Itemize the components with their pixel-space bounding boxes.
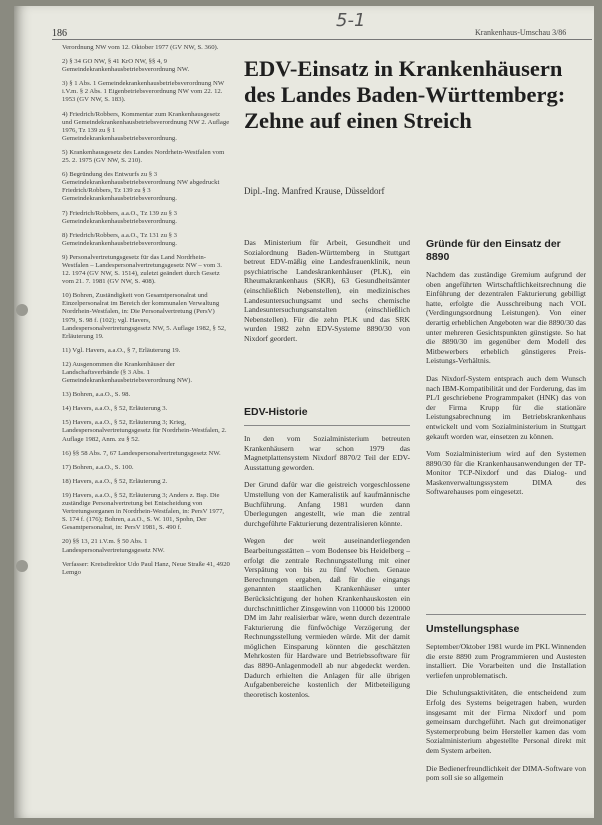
footnote: 4) Friedrich/Robbers, Kommentar zum Krankenhausgesetz und Gemeindekrankenhausbetriebsverordnung NW 2. Auflage 1976, Tz 139 zu § 1 Gemeindekrankenhausbetriebsverordnung.: [62, 110, 230, 142]
document-page: [14, 6, 594, 818]
footnote: 13) Bohren, a.a.O., S. 98.: [62, 391, 131, 399]
footnote: 9) Personalvertretungsgesetz für das Land Nordrhein-Westfalen – Landespersonalvertretungsgesetz NW – vom 3. 12. 1974 (GV NW, S. 1514), zuletzt geändert durch Gesetz vom 21. 7. 1981 (GV NW, S. 408).: [62, 253, 222, 286]
footnote: 20) §§ 13, 21 i.V.m. § 50 Abs. 1 Landespersonalvertretungsgesetz NW.: [62, 538, 165, 554]
history-column: [244, 406, 410, 707]
running-head: Krankenhaus-Umschau 3/86: [475, 28, 567, 37]
author-address: Verfasser: Kreisdirektor Udo Paul Hanz, Neue Straße 41, 4920 Lemgo: [62, 560, 230, 576]
footnote: 12) Ausgenommen die Krankenhäuser der Landschaftsverbände (§ 3 Abs. 1 Gemeindekrankenhausbetriebsverordnung NW).: [62, 360, 192, 385]
footnote: 6) Begründung des Entwurfs zu § 3 Gemeindekrankenhausbetriebsverordnung NW abgedruckt Friedrich/Robbers, Tz 139 zu § 3 Gemeindekrankenhausbetriebsverordnung.: [62, 171, 220, 203]
footnote: 8) Friedrich/Robbers, a.a.O., Tz 131 zu § 3 Gemeindekrankenhausbetriebsverordnung.: [62, 231, 178, 247]
body-paragraph: Die Schulungsaktivitäten, die entscheidend zum Erfolg des Systems beigetragen haben, wurden insgesamt mit der Firma Nixdorf und pom gemeinsam durchgeführt. Nach gut dreimonatiger Systemerprobung beim Hersteller kamen das vom Sozialministerium abgestellte Personal direkt mit dem System arbeiten.: [426, 688, 586, 755]
handwritten-note: 5-1: [336, 10, 366, 31]
footnote: 10) Bohren, Zuständigkeit von Gesamtpersonalrat und Einzelpersonalrat im Bereich der kommunalen Verwaltung Nordrhein-Westfalen, in: Die Personalvertretung (PersV) 1979, S. 98 f. (102); vgl. Havers, Landespersonalvertretungsgesetz NW, 5. Auflage 1982, § 52, Erläuterung 19.: [62, 292, 226, 340]
body-paragraph: September/Oktober 1981 wurde im PKL Winnenden die erste 8890 zum Programmieren und Austesten installiert. Die Vorarbeiten und die Installation verliefen unproblematisch.: [426, 642, 586, 680]
header-rule: [52, 39, 592, 40]
body-paragraph: Der Grund dafür war die geistreich vorgeschlossene Umstellung von der Kameralistik auf kaufmännische Buchführung. Anfang 1981 wurden dann Überlegungen angestellt, wie man die zentral durchgeführte Fakturierung dezentralisieren könnte.: [244, 480, 410, 528]
body-paragraph: Die Bedienerfreundlichkeit der DIMA-Software von pom soll sie so allgemein: [426, 763, 586, 783]
footnote: Verordnung NW vom 12. Oktober 1977 (GV NW, S. 360).: [62, 44, 219, 51]
footnote: 3) § 1 Abs. 1 Gemeindekrankenhausbetriebsverordnung NW i.V.m. § 2 Abs. 1 Eigenbetriebsverordnung NW vom 22. 12. 1953 (GV NW, S. 183).: [62, 80, 225, 104]
section-heading-conversion: Umstellungsphase: [426, 623, 520, 635]
footnote: 19) Havers, a.a.O., § 52, Erläuterung 3; Anders z. Bsp. Die zuständige Personalvertretung bei Entscheidung von Vertretungsorganen in Nordrhein-Westfalen, in: PersV 1977, S. 174 f. (176); Bohren, a.a.O., S. W. 101, Spohn, Der Gesamtpersonalrat, in: PersV 1981, S. 490 f.: [62, 491, 225, 532]
section-rule: [426, 614, 586, 615]
footnote: 2) § 34 GO NW, § 41 KrO NW, §§ 4, 9 Gemeindekrankenhausbetriebsverordnung NW.: [62, 58, 190, 74]
footnote: 17) Bohren, a.a.O., S. 100.: [62, 463, 134, 471]
intro-column: [244, 238, 410, 352]
conversion-column: [426, 614, 586, 791]
body-paragraph: Vom Sozialministerium wird auf den Systemen 8890/30 für die Krankenhausanwendungen der TP-Monitor TCP-Nixdorf und das Dialog- und Maskenverwaltungssystem DIMA des Softwarehauses pom eingesetzt.: [426, 449, 586, 497]
footnote: 15) Havers, a.a.O., § 52, Erläuterung 3; Krieg, Landespersonalvertretungsgesetz für Nordrhein-Westfalen, 2. Auflage 1982, Anm. zu § 52.: [62, 419, 227, 443]
footnote: 11) Vgl. Havers, a.a.O., § 7, Erläuterung 19.: [62, 346, 181, 354]
article-author: Dipl.-Ing. Manfred Krause, Düsseldorf: [244, 186, 385, 196]
body-paragraph: In den vom Sozialministerium betreuten Krankenhäusern war schon 1979 das Magnetplattensystem Nixdorf 8870/2 Teil der EDV-Ausstattung geworden.: [244, 434, 410, 472]
punch-hole-icon: [16, 304, 28, 316]
body-paragraph: Das Nixdorf-System entsprach auch dem Wunsch nach IBM-Kompatibilität und der Forderung, das im PL/I geschriebene Programmpaket (HNK) das von der Firma Krupp für die stationäre Leistungsabrechnung im Betriebskrankenhaus entwickelt und vom Sozialministerium in Stuttgart gekauft worden war, einsetzen zu können.: [426, 373, 586, 441]
section-heading-reasons: Gründe für den Einsatz der 8890: [426, 238, 561, 263]
article-title: EDV-Einsatz in Krankenhäusern des Landes Baden-Württemberg: Zehne auf einen Streich: [244, 56, 566, 133]
footnotes-column: [62, 44, 230, 583]
section-rule: [244, 425, 410, 426]
section-heading-history: EDV-Historie: [244, 406, 308, 418]
reasons-column: [426, 238, 586, 505]
body-paragraph: Wegen der weit auseinanderliegenden Bearbeitungsstätten – vom Bodensee bis Heidelberg – erfolgt die zentrale Rechnungsstellung mit einer Verspätung von bis zu fünf Wochen. Genaue Berechnungen ergaben, daß für die eingangs genannten staatlichen Krankenhäuser unter Berücksichtigung der hohen Krankenhauskosten ein durchschnittlicher Zinsgewinn von 110000 bis 120000 DM im Jahr realisierbar wäre, wenn durch dezentrale Fakturierung die fünfwöchige Verzögerung der Rechnungsstellung vermieden würde. Mit der damit möglichen Einsparung könnten die geschätzten Mehrkosten für Hardware und Betriebssoftware für das 8890-Anlagenmodell ab nur abgedeckt werden. Dadurch erhielten die Anlagen für alle übrigen Aufgabenbereiche kostenlich der Mitbeteiligung theoretisch kostenlos.: [244, 536, 410, 699]
punch-hole-icon: [16, 560, 28, 572]
footnote: 16) §§ 58 Abs. 7, 67 Landespersonalvertretungsgesetz NW.: [62, 449, 221, 457]
page-number: 186: [52, 28, 67, 39]
footnote: 14) Havers, a.a.O., § 52, Erläuterung 3.: [62, 405, 168, 413]
footnote: 5) Krankenhausgesetz des Landes Nordrhein-Westfalen vom 25. 2. 1975 (GV NW, S. 210).: [62, 148, 225, 165]
intro-paragraph: Das Ministerium für Arbeit, Gesundheit und Sozialordnung Baden-Württemberg in Stuttgart betreut EDV-mäßig eine Landesfrauenklinik, neun psychiatrische Landeskrankenhäuser (PLK), ein Rheumakrankenhaus (SKR), 63 Gesundheitsämter (einschließlich Nebenstellen), ein medizinisches Landesuntersuchungsamt und sechs chemische Landesuntersuchungsanstalten (einschließlich Nebenstellen). Für die zehn PLK und das SRK wurden 1982 zehn EDV-Systeme 8890/30 von Nixdorf geordert.: [244, 238, 410, 343]
footnote: 18) Havers, a.a.O., § 52, Erläuterung 2.: [62, 477, 168, 485]
body-paragraph: Nachdem das zuständige Gremium aufgrund der oben angeführten Wirtschaftlichkeitsrechnung die Einführung der dezentralen Fakturierung gebilligt hatte, erfolgte die Ausschreibung nach VOL (Verdingungsordnung Leistungen). Von einer derartig erheblichen Angeboten war die 8890/30 das unter mehreren Gesichtspunkten günstigste. So hat die 8890/30 im gegenüber dem Modell des Mitbewerbers erheblich günstigeres Preis-Leistungs-Verhältnis.: [426, 270, 586, 366]
footnote: 7) Friedrich/Robbers, a.a.O., Tz 139 zu § 3 Gemeindekrankenhausbetriebsverordnung.: [62, 209, 178, 225]
